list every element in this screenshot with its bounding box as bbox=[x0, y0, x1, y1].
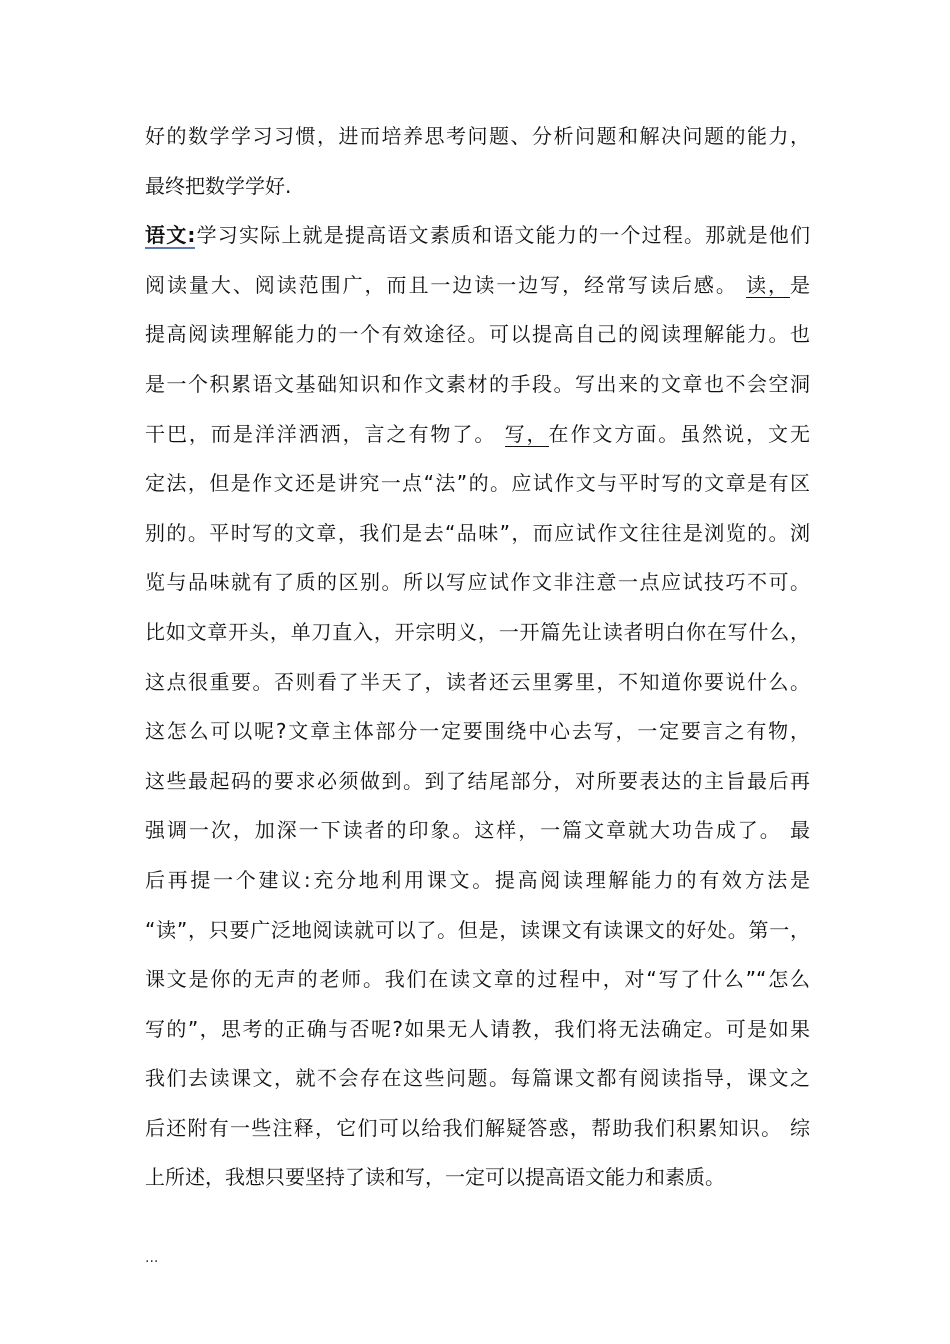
text-line: 别的。平时写的文章，我们是去“品味”，而应试作文往往是浏览的。浏 bbox=[145, 520, 810, 545]
text-line: 后还附有一些注释，它们可以给我们解疑答惑，帮助我们积累知识。 综 bbox=[145, 1115, 810, 1140]
text-line: 定法，但是作文还是讲究一点“法”的。应试作文与平时写的文章是有区 bbox=[145, 471, 810, 496]
text-line: 提高阅读理解能力的一个有效途径。可以提高自己的阅读理解能力。也 bbox=[145, 322, 810, 347]
text-line: 后再提一个建议:充分地利用课文。提高阅读理解能力的有效方法是 bbox=[145, 867, 810, 892]
text-line: 比如文章开头，单刀直入，开宗明义，一开篇先让读者明白你在写什么， bbox=[145, 619, 810, 644]
text-line: 强调一次，加深一下读者的印象。这样，一篇文章就大功告成了。 最 bbox=[145, 818, 810, 843]
du-label: 读， bbox=[746, 272, 791, 297]
text-line: 览与品味就有了质的区别。所以写应试作文非注意一点应试技巧不可。 bbox=[145, 570, 810, 595]
text-line: 写的”，思考的正确与否呢?如果无人请教，我们将无法确定。可是如果 bbox=[145, 1016, 810, 1041]
text-line: 课文是你的无声的老师。我们在读文章的过程中，对“写了什么”“怎么 bbox=[145, 967, 810, 992]
text-line: 好的数学学习习惯，进而培养思考问题、分析问题和解决问题的能力， bbox=[145, 124, 810, 148]
text-line: 是一个积累语文基础知识和作文素材的手段。写出来的文章也不会空洞 bbox=[145, 371, 810, 396]
text-line: “读”，只要广泛地阅读就可以了。但是，读课文有读课文的好处。第一， bbox=[145, 917, 810, 942]
text-line: 这怎么可以呢?文章主体部分一定要围绕中心去写，一定要言之有物， bbox=[145, 719, 810, 744]
text-line-xie bbox=[145, 410, 810, 460]
xie-label: 写， bbox=[504, 421, 549, 446]
text-line-du bbox=[145, 261, 810, 311]
yuwen-label: 语文: bbox=[145, 223, 196, 248]
text-line: 最终把数学学好. bbox=[145, 173, 292, 198]
text-segment: 阅读量大、阅读范围广，而且一边读一边写，经常写读后感。 bbox=[145, 272, 738, 297]
text-line: 这点很重要。否则看了半天了，读者还云里雾里，不知道你要说什么。 bbox=[145, 669, 810, 694]
text-segment: 干巴，而是洋洋洒洒，言之有物了。 bbox=[145, 421, 497, 446]
body-text bbox=[145, 112, 810, 1203]
text-segment: 在作文方面。虽然说，文无 bbox=[548, 421, 811, 446]
text-segment: 是 bbox=[790, 272, 811, 297]
text-line: 上所述，我想只要坚持了读和写，一定可以提高语文能力和素质。 bbox=[145, 1165, 725, 1190]
text-line-yuwen bbox=[145, 211, 810, 261]
footer-ellipsis: ... bbox=[145, 1250, 159, 1266]
text-line: 我们去读课文，就不会存在这些问题。每篇课文都有阅读指导，课文之 bbox=[145, 1066, 810, 1091]
yuwen-text: 学习实际上就是提高语文素质和语文能力的一个过程。那就是他们 bbox=[195, 223, 811, 248]
text-line: 这些最起码的要求必须做到。到了结尾部分，对所要表达的主旨最后再 bbox=[145, 768, 810, 793]
